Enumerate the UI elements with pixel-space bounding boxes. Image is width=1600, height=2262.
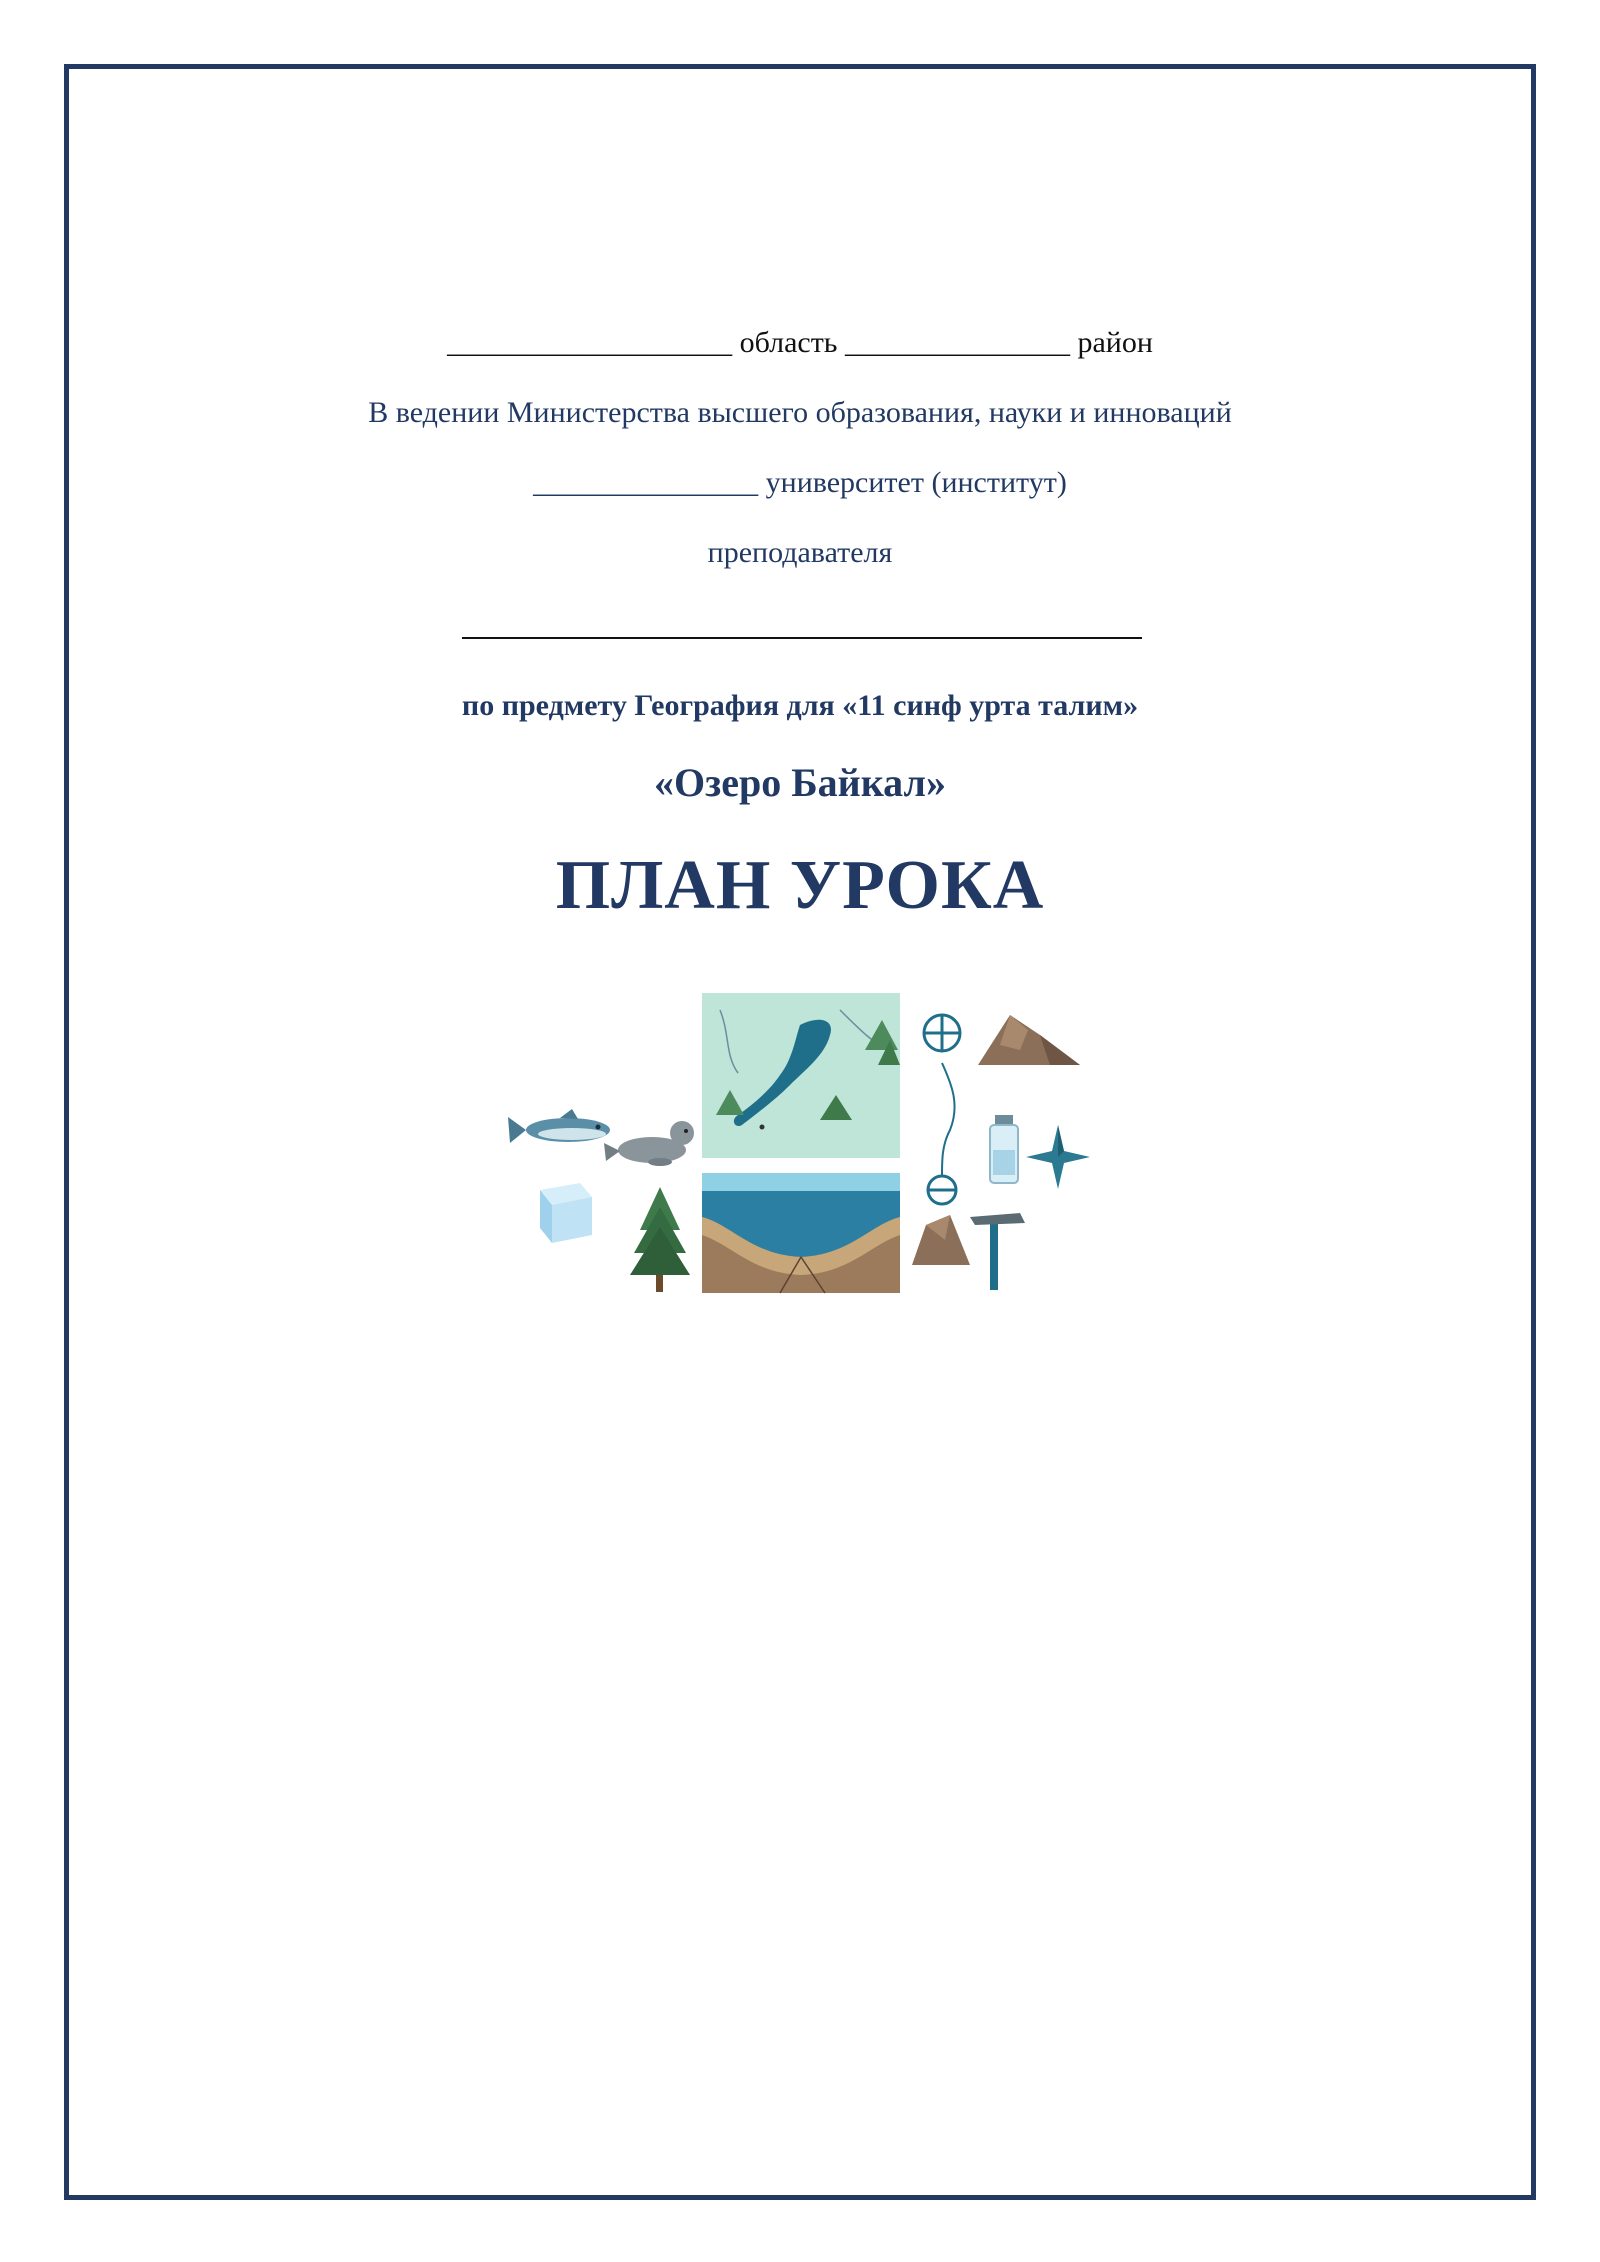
university-line: _______________ университет (институт) [533, 466, 1067, 499]
mountain-icon [978, 1015, 1080, 1065]
water-sampler-icon [928, 1063, 956, 1204]
subject-line: по предмету География для «11 синф урта талим» [461, 689, 1139, 722]
page-title: ПЛАН УРОКА [555, 847, 1045, 924]
compass-rose-circle-icon [924, 1015, 960, 1051]
rock-icon [912, 1215, 970, 1265]
lake-cross-section-icon [702, 1173, 900, 1293]
compass-star-icon [1026, 1125, 1090, 1189]
fir-tree-icon [630, 1187, 690, 1292]
baikal-illustration [480, 955, 1130, 1325]
fish-icon [508, 1109, 610, 1143]
teacher-name-blank-line [462, 637, 1142, 639]
teacher-line: преподавателя [707, 536, 893, 569]
water-bottle-icon [990, 1115, 1018, 1183]
lesson-topic: «Озеро Байкал» [654, 760, 946, 805]
seal-icon [604, 1121, 694, 1166]
region-district-line: ___________________ область _______________ район [447, 326, 1153, 359]
rock-hammer-icon [970, 1213, 1025, 1290]
ice-cube-icon [540, 1183, 592, 1243]
ministry-line: В ведении Министерства высшего образования, науки и инноваций [368, 396, 1232, 429]
lake-map-icon [702, 993, 900, 1158]
